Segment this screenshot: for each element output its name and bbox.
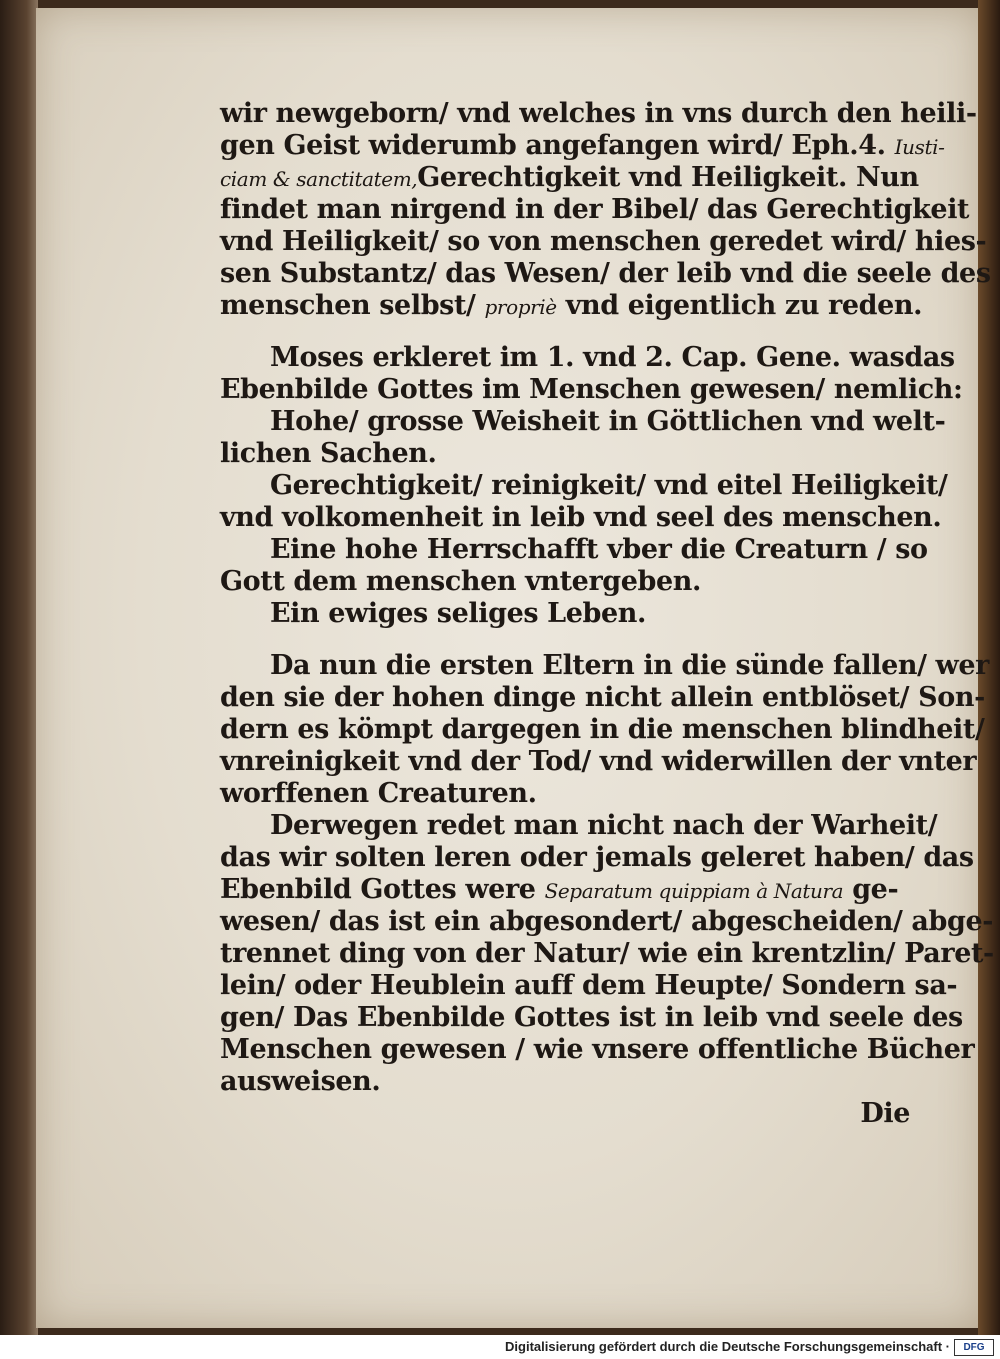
text-line: vnreinigkeit vnd der Tod/ vnd widerwillen der vnter [220, 746, 977, 777]
page-text [220, 98, 994, 1130]
text-line: den sie der hohen dinge nicht allein entblöset/ Son- [220, 682, 985, 713]
text-line: Ebenbilde Gottes im Menschen gewesen/ nemlich: [220, 374, 963, 405]
text-line: wir newgeborn/ vnd welches in vns durch den heili- [220, 98, 977, 129]
text-line: ausweisen. [220, 1066, 381, 1097]
text-line: Gerechtigkeit/ reinigkeit/ vnd eitel Heiligkeit/ [270, 470, 948, 501]
text-line: ciam & sanctitatem,Gerechtigkeit vnd Heiligkeit. Nun [220, 162, 919, 193]
text-line: dern es kömpt dargegen in die menschen blindheit/ [220, 714, 985, 745]
text-line: Hohe/ grosse Weisheit in Göttlichen vnd welt- [270, 406, 946, 437]
text-line: Ebenbild Gottes were Separatum quippiam à Natura ge- [220, 874, 899, 905]
text-line: gen Geist widerumb angefangen wird/ Eph.4. Iusti- [220, 130, 945, 161]
text-line: vnd Heiligkeit/ so von menschen geredet wird/ hies- [220, 226, 987, 257]
text-line: worffenen Creaturen. [220, 778, 537, 809]
text-line: Derwegen redet man nicht nach der Warheit/ [270, 810, 938, 841]
text-line: sen Substantz/ das Wesen/ der leib vnd die seele des [220, 258, 991, 289]
text-line: findet man nirgend in der Bibel/ das Gerechtigkeit [220, 194, 970, 225]
text-line: wesen/ das ist ein abgesondert/ abgescheiden/ abge- [220, 906, 994, 937]
text-line: trennet ding von der Natur/ wie ein krentzlin/ Paret- [220, 938, 994, 969]
text-line: menschen selbst/ propriè vnd eigentlich zu reden. [220, 290, 923, 321]
text-line: Da nun die ersten Eltern in die sünde fallen/ wer [270, 650, 989, 681]
text-line: Eine hohe Herrschafft vber die Creaturn / so [270, 534, 928, 565]
text-line: Moses erkleret im 1. vnd 2. Cap. Gene. wasdas [270, 342, 955, 373]
text-line: lein/ oder Heublein auff dem Heupte/ Sondern sa- [220, 970, 958, 1001]
funding-credit: Digitalisierung gefördert durch die Deutsche Forschungsgemeinschaft · [505, 1339, 950, 1354]
text-line: Gott dem menschen vntergeben. [220, 566, 702, 597]
text-line: das wir solten leren oder jemals geleret haben/ das [220, 842, 974, 873]
text-line: vnd volkomenheit in leib vnd seel des menschen. [220, 502, 942, 533]
text-line: Ein ewiges seliges Leben. [270, 598, 647, 629]
catchword: Die [860, 1098, 910, 1129]
text-line: lichen Sachen. [220, 438, 437, 469]
dfg-logo[interactable]: DFG [954, 1339, 994, 1356]
footer-bar [0, 1335, 1000, 1359]
text-line: Menschen gewesen / wie vnsere offentliche Bücher [220, 1034, 975, 1065]
text-line: gen/ Das Ebenbilde Gottes ist in leib vnd seele des [220, 1002, 963, 1033]
book-left-edge [0, 0, 38, 1335]
